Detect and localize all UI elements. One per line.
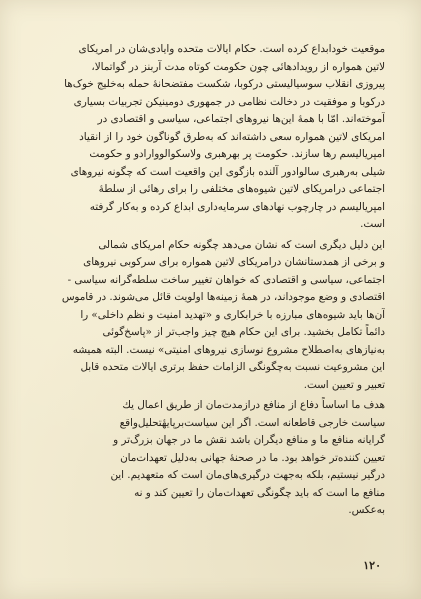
text-line: است. (360, 218, 385, 230)
text-line: لاتین همواره از رویدادهائی چون حکومت کوتاه مدت آربنز در گواتمالا، (91, 60, 385, 73)
text-line: آموخته‌اند. امّا با همهٔ این‌ها نیروهای اجتماعی، سیاسی و اقتصادی در (97, 113, 385, 125)
text-line: موقعیت خودابداع کرده است. حکام ایالات متحده وایادی‌شان در امریکای (78, 43, 385, 55)
text-line: امپریالیسم در چارچوب نهادهای سرمایه‌داری ابداع کرده و به‌کار گرفته (89, 200, 385, 213)
paragraph-2 (47, 237, 385, 395)
text-line: اقتصادی و وضع موجوداند، در همهٔ زمینه‌ها اولویت قائل می‌شوند. در قاموس (61, 291, 385, 303)
text-line: تعیین کننده‌تر خواهد بود. ما در صحنهٔ جهانی به‌دلیل تعهدات‌مان (120, 451, 385, 464)
text-line: درگیر نیستیم، بلکه به‌جهت درگیری‌های‌مان است که متعهدیم. این (110, 469, 385, 481)
text-line: امپریالیسم رها سازند. حکومت پر بهرهبری ولاسکوالووارادو و حکومت (89, 148, 385, 160)
text-line: اجتماعی درامریکای لاتین شیوه‌های مختلفی را برای رهائی از سلطهٔ (98, 183, 385, 195)
paragraph-3 (47, 397, 385, 520)
paragraph-1 (47, 41, 385, 234)
text-line: درکوبا و موفقیت در دخالت نظامی در جمهوری دومینیکن تجربیات بسیاری (73, 95, 385, 108)
text-line: اجتماعی، سیاسی و اقتصادی که خواهان تغییر ساخت سلطه‌گرانه سیاسی - (67, 273, 385, 286)
text-line: آن‌ها باید شیوه‌های مبارزه با خرابکاری و «تهدید امنیت و نظم داخلی» را (80, 308, 385, 321)
text-line: پیروزی انقلاب سوسیالیستی درکوبا، شکست مفتضحانهٔ حمله به‌خلیج خوک‌ها (64, 78, 385, 90)
text-line: و برخی از همدستانشان درامریکای لاتین همواره برای سرکوبی نیروهای (83, 256, 385, 268)
text-line: این مشروعیت نسبت به‌چگونگی الزامات حفظ برتری ایالات متحده قابل (80, 361, 385, 373)
text-line: هدف ما اساساً دفاع از منافع درازمدت‌مان از طریق اعمال یك (122, 399, 385, 411)
text-line: دائماً تکامل بخشید. برای این حکام هیچ چیز واجب‌تر از «پاسخ‌گوئی (102, 326, 385, 338)
text-line: به‌نیازهای به‌اصطلاح مشروع نوسازی نیروهای امنیتی» نیست. البته همیشه (72, 343, 385, 356)
text-line: منافع ما است که باید چگونگی تعهدات‌مان را تعیین کند و نه (134, 486, 385, 499)
text-line: شیلی به‌رهبری سالوادور آلنده بازگوی این واقعیت است که چگونه نیروهای (70, 165, 385, 178)
page-number: ۱۲۰ (363, 559, 381, 572)
body-text (47, 41, 385, 520)
text-line: گرایانه منافع ما و منافع دیگران باشد نقش ما در جهان بزرگ‌تر و (113, 434, 385, 446)
text-line: این دلیل دیگری است که نشان می‌دهد چگونه حکام امریکای شمالی (98, 238, 385, 251)
text-line: امریکای لاتین همواره سعی داشته‌اند که به‌طرق گوناگون خود را از انقیاد (79, 130, 385, 143)
text-line: تعبیر و تعیین است. (303, 378, 385, 391)
text-line: سیاست خارجی قاطعانه است. اگر این سیاست‌برپایهٔتحلیل‌واقع (119, 416, 385, 429)
text-line: به‌عکس. (348, 504, 385, 516)
